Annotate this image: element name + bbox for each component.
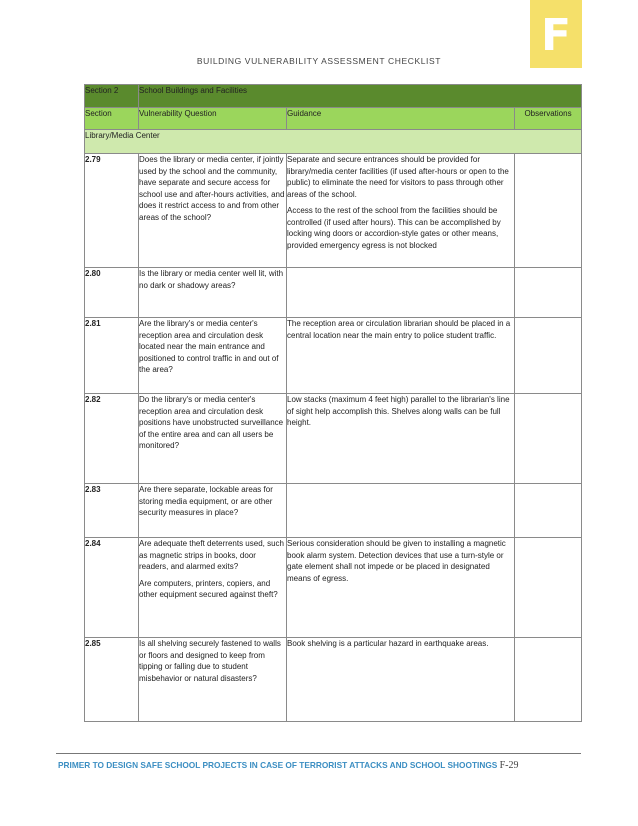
guidance-cell <box>287 154 515 268</box>
column-header-question: Vulnerability Question <box>139 108 287 130</box>
vulnerability-question <box>139 268 287 318</box>
subsection-row <box>85 130 582 154</box>
guidance-cell <box>287 638 515 722</box>
guidance-text: Low stacks (maximum 4 feet high) parallel to the librarian's line of sight help accomplish this. Shelves along walls can be full height. <box>287 395 510 427</box>
question-number: 2.85 <box>85 638 139 722</box>
guidance-text: Separate and secure entrances should be provided for library/media center facilities (if used after-hours or open to the public) to eliminate the need for visitors to pass through other areas of the school. <box>287 155 509 199</box>
observations-cell[interactable] <box>515 154 582 268</box>
vulnerability-question <box>139 318 287 394</box>
question-number: 2.82 <box>85 394 139 484</box>
question-text: Is the library or media center well lit, with no dark or shadowy areas? <box>139 269 284 290</box>
checklist-row <box>85 394 582 484</box>
column-header-section: Section <box>85 108 139 130</box>
observations-cell[interactable] <box>515 484 582 538</box>
checklist-row <box>85 484 582 538</box>
section-label: Section 2 <box>85 85 139 108</box>
vulnerability-question <box>139 638 287 722</box>
guidance-cell <box>287 394 515 484</box>
column-header-guidance: Guidance <box>287 108 515 130</box>
question-number: 2.81 <box>85 318 139 394</box>
subsection-title: Library/Media Center <box>85 130 582 154</box>
observations-cell[interactable] <box>515 268 582 318</box>
vulnerability-question <box>139 394 287 484</box>
appendix-letter: F <box>540 10 572 61</box>
guidance-cell <box>287 538 515 638</box>
observations-cell[interactable] <box>515 318 582 394</box>
checklist-row <box>85 318 582 394</box>
question-text: Are adequate theft deterrents used, such as magnetic strips in books, door readers, and alarmed exits? <box>139 539 284 571</box>
checklist-row <box>85 268 582 318</box>
guidance-cell <box>287 268 515 318</box>
checklist-row <box>85 154 582 268</box>
vulnerability-question <box>139 538 287 638</box>
guidance-text: Access to the rest of the school from the facilities should be controlled (if used after hours). This can be accomplished by locking wing doors or accordion-style gates or other means, provided emergency egress is not blocked <box>287 206 501 250</box>
vulnerability-question <box>139 484 287 538</box>
section-title: School Buildings and Facilities <box>139 85 582 108</box>
question-text: Are the library's or media center's reception area and circulation desk located near the main entrance and positioned to control traffic in and out of the area? <box>139 319 279 374</box>
observations-cell[interactable] <box>515 638 582 722</box>
observations-cell[interactable] <box>515 394 582 484</box>
question-number: 2.83 <box>85 484 139 538</box>
question-number: 2.80 <box>85 268 139 318</box>
page-footer <box>58 760 584 771</box>
question-text: Are there separate, lockable areas for storing media equipment, or are other security measures in place? <box>139 485 273 517</box>
checklist-row <box>85 538 582 638</box>
observations-cell[interactable] <box>515 538 582 638</box>
column-header-observations: Observations <box>515 108 582 130</box>
guidance-text: Serious consideration should be given to installing a magnetic book alarm system. Detection devices that use a turn-style or gate element shall not impede or be placed in designated means of egress. <box>287 539 506 583</box>
question-text: Do the library's or media center's reception area and circulation desk positions have unobstructed surveillance of the entire area and can all users be monitored? <box>139 395 284 450</box>
guidance-cell <box>287 318 515 394</box>
question-text: Does the library or media center, if jointly used by the school and the community, have separate and secure access for school use and after-hours activities, and does it restrict access to and from other areas of the school? <box>139 155 285 222</box>
guidance-text: Book shelving is a particular hazard in earthquake areas. <box>287 639 489 648</box>
question-text: Are computers, printers, copiers, and other equipment secured against theft? <box>139 578 278 599</box>
checklist-row <box>85 638 582 722</box>
guidance-text: The reception area or circulation librarian should be placed in a central location near the main entry to police student traffic. <box>287 319 511 340</box>
question-number: 2.84 <box>85 538 139 638</box>
footer-title: PRIMER TO DESIGN SAFE SCHOOL PROJECTS IN CASE OF TERRORIST ATTACKS AND SCHOOL SHOOTINGS <box>58 760 498 770</box>
vulnerability-question <box>139 154 287 268</box>
page-header-title: BUILDING VULNERABILITY ASSESSMENT CHECKLIST <box>196 56 442 66</box>
checklist-table <box>84 84 582 722</box>
guidance-cell <box>287 484 515 538</box>
section-header-row <box>85 85 582 108</box>
page-number: F-29 <box>499 760 519 771</box>
column-header-row <box>85 108 582 130</box>
question-number: 2.79 <box>85 154 139 268</box>
footer-divider <box>56 753 581 754</box>
question-text: Is all shelving securely fastened to walls or floors and designed to keep from tipping or falling due to student misbehavior or natural disasters? <box>139 639 281 683</box>
